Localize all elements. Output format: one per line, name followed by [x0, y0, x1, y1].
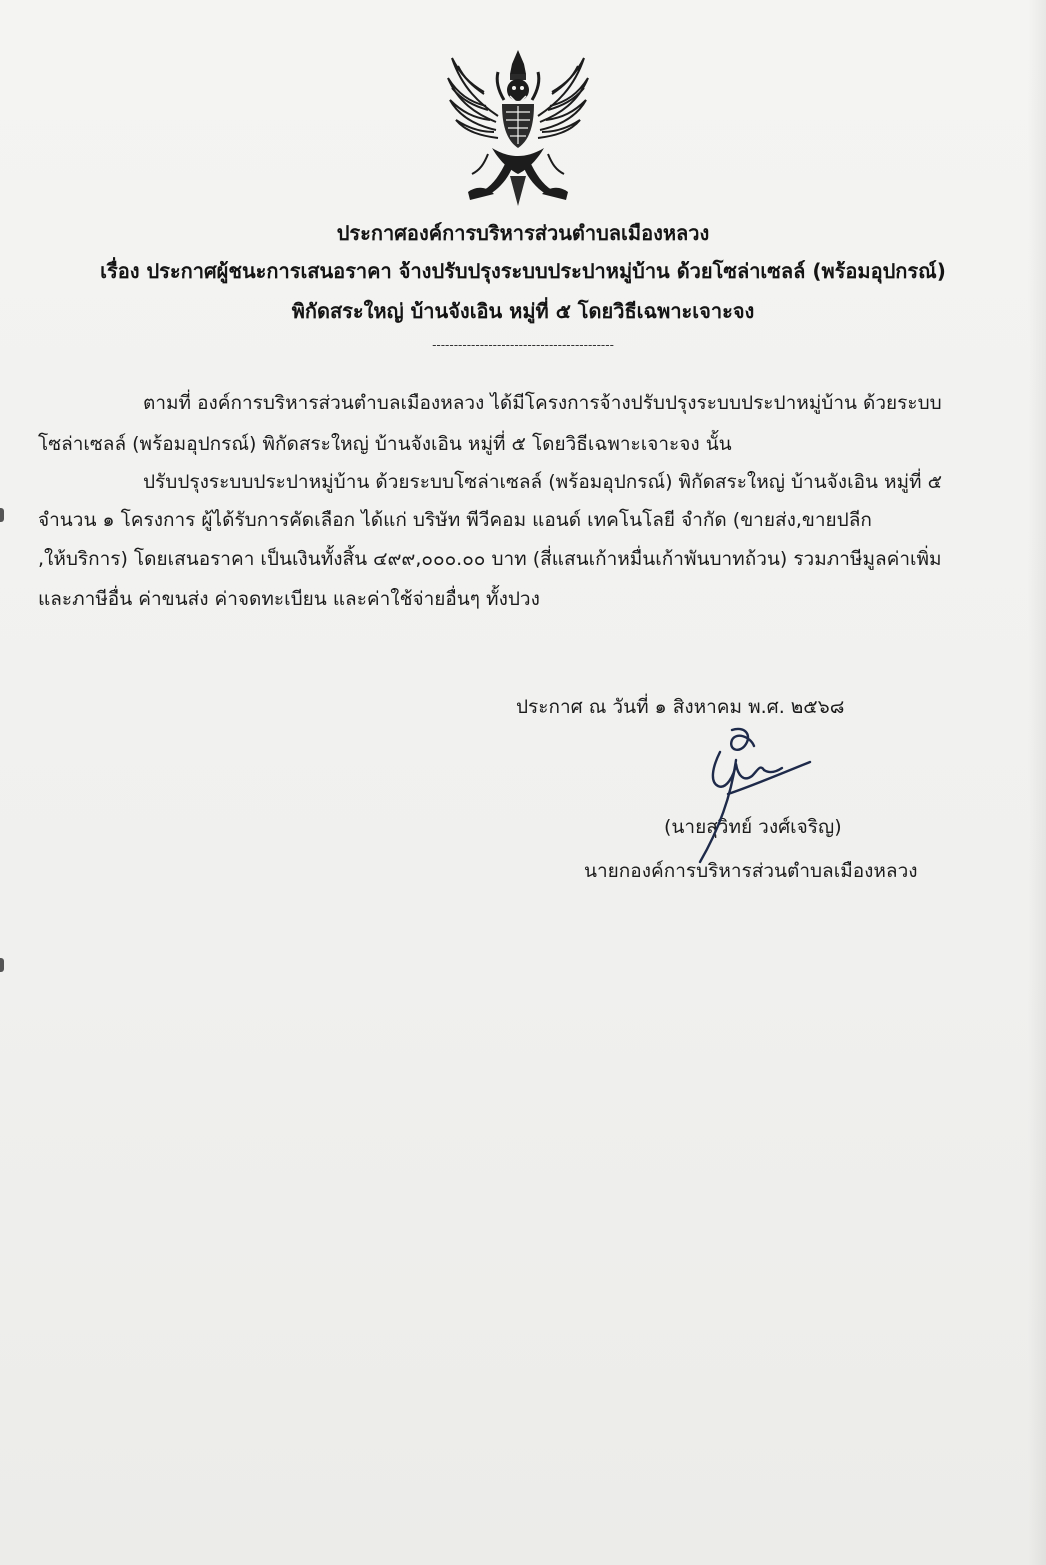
scan-edge-mark [0, 958, 4, 972]
body-paragraph-line: ตามที่ องค์การบริหารส่วนตำบลเมืองหลวง ได้มีโครงการจ้างปรับปรุงระบบประปาหมู่บ้าน ด้วยระบบ [143, 392, 942, 414]
announcement-subject-cont: พิกัดสระใหญ่ บ้านจังเอิน หมู่ที่ ๕ โดยวิธีเฉพาะเจาะจง [291, 299, 755, 323]
announcement-date: ประกาศ ณ วันที่ ๑ สิงหาคม พ.ศ. ๒๕๖๘ [516, 696, 845, 718]
header-divider: ------------------------------------------ [432, 338, 614, 352]
scan-edge-mark [0, 508, 4, 522]
body-paragraph-line: ,ให้บริการ) โดยเสนอราคา เป็นเงินทั้งสิ้น ๔๙๙,๐๐๐.๐๐ บาท (สี่แสนเก้าหมื่นเก้าพันบาทถ้วน) รวมภาษีมูลค่าเพิ่ม [38, 548, 942, 570]
signer-name: (นายสุวิทย์ วงศ์เจริญ) [664, 816, 842, 838]
body-paragraph-line: โซล่าเซลล์ (พร้อมอุปกรณ์) พิกัดสระใหญ่ บ้านจังเอิน หมู่ที่ ๕ โดยวิธีเฉพาะเจาะจง นั้น [38, 433, 732, 455]
garuda-emblem-icon [440, 44, 596, 214]
body-paragraph-line: ปรับปรุงระบบประปาหมู่บ้าน ด้วยระบบโซล่าเซลล์ (พร้อมอุปกรณ์) พิกัดสระใหญ่ บ้านจังเอิน หมู่ที่ ๕ [143, 471, 943, 493]
signer-title: นายกองค์การบริหารส่วนตำบลเมืองหลวง [584, 860, 918, 882]
announcement-title: ประกาศองค์การบริหารส่วนตำบลเมืองหลวง [336, 221, 710, 245]
announcement-subject: เรื่อง ประกาศผู้ชนะการเสนอราคา จ้างปรับปรุงระบบประปาหมู่บ้าน ด้วยโซล่าเซลล์ (พร้อมอุปกรณ์) [100, 259, 946, 283]
handwritten-signature [660, 720, 830, 870]
body-paragraph-line: และภาษีอื่น ค่าขนส่ง ค่าจดทะเบียน และค่าใช้จ่ายอื่นๆ ทั้งปวง [38, 588, 540, 610]
body-paragraph-line: จำนวน ๑ โครงการ ผู้ได้รับการคัดเลือก ได้แก่ บริษัท พีวีคอม แอนด์ เทคโนโลยี จำกัด (ขายส่ง,ขายปลีก [38, 509, 872, 531]
